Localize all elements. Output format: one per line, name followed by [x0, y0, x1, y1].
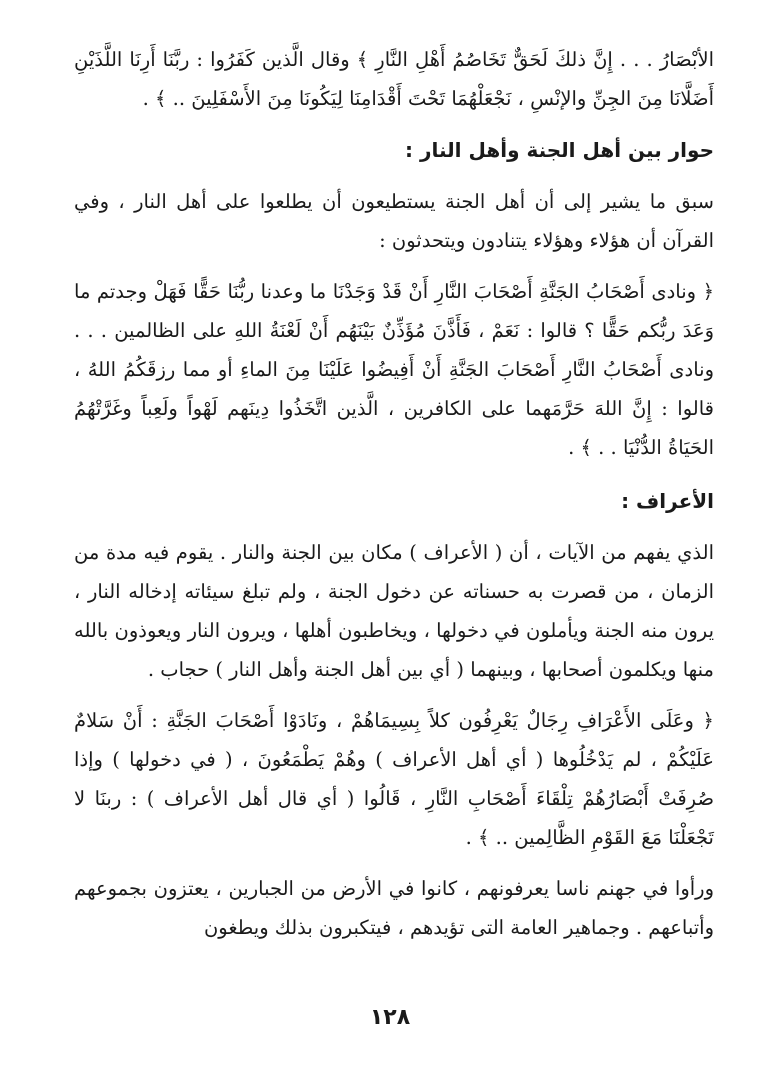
paragraph-intro-dialogue: سبق ما يشير إلى أن أهل الجنة يستطيعون أن يطلعوا على أهل النار ، وفي القرآن أن هؤلاء وهؤلاء يتنادون ويتحدثون : — [74, 190, 714, 252]
paragraph-aaraf-explanation: الذي يفهم من الآيات ، أن ( الأعراف ) مكان بين الجنة والنار . يقوم فيه مدة من الزمان ، من قصرت به حسناته عن دخول الجنة ، ولم تبلغ سيئاته إدخاله النار ، يرون منه الجنة ويأملون في دخولها ، ويخاطبون أهلها ، ويرون النار ويعوذون بالله منها ويكلمون أصحابها ، وبينهما ( أي بين أهل الجنة وأهل النار ) حجاب . — [74, 541, 714, 681]
paragraph-quran-continuation: الأبْصَارُ . . . إِنَّ ذلكَ لَحَقٌّ تَخَاصُمُ أَهْلِ النَّارِ ﴾ وقال الَّذين كَفَرُوا : ربَّنَا أَرِنَا اللَّذَيْنِ أَضَلَّانَا مِنَ الجِنِّ والإنْسِ ، نَجْعَلْهُمَا تَحْتَ أَقْدَامِنَا لِيَكُونَا مِنَ الأَسْفَلِينَ .. ﴾ . — [74, 48, 714, 110]
paragraph-quran-dialogue: ﴿ ونادى أَصْحَابُ الجَنَّةِ أَصْحَابَ النَّارِ أَنْ قَدْ وَجَدْنَا ما وعدنا ربُّنَا حَقًّا فَهَلْ وجدتم ما وَعَدَ ربُّكم حَقًّا ؟ قالوا : نَعَمْ ، فَأَذَّنَ مُؤَذِّنٌ بَيْنَهُم أَنْ لَعْنَةُ اللهِ على الظالمين . . . ونادى أَصْحَابُ النَّارِ أَصْحَابَ الجَنَّةِ أَنْ أَفِيضُوا عَلَيْنَا مِنَ الماءِ أو مما رزقَكُمُ اللهُ ، قالوا : إِنَّ اللهَ حَرَّمَهما على الكافرين ، الَّذين اتَّخَذُوا دِينَهم لَهْواً ولَعِباً وغَرَّتْهُمُ الحَيَاةُ الدُّنْيَا . . ﴾ . — [74, 280, 714, 459]
page-body — [74, 40, 714, 947]
paragraph-quran-aaraf: ﴿ وعَلَى الأَعْرَافِ رِجَالٌ يَعْرِفُون كلاً بِسِيمَاهُمْ ، ونَادَوْا أَصْحَابَ الجَنَّةِ : أَنْ سَلامٌ عَلَيْكُمْ ، لم يَدْخُلُوها ( أي أهل الأعراف ) وهُمْ يَطْمَعُونَ ، ( في دخولها ) وإذا صُرِفَتْ أَبْصَارُهُمْ تِلْقَاءَ أَصْحَابِ النَّارِ ، قَالُوا ( أي قال أهل الأعراف ) : ربنَا لا تَجْعَلْنَا مَعَ القَوْمِ الظَّالِمين .. ﴾ . — [74, 709, 714, 849]
heading-dialogue: حوار بين أهل الجنة وأهل النار : — [405, 138, 714, 162]
paragraph-tyrants: ورأوا في جهنم ناسا يعرفونهم ، كانوا في الأرض من الجبارين ، يعتزون بجموعهم وأتباعهم . وجماهير العامة التى تؤيدهم ، فيتكبرون بذلك ويطغون — [74, 877, 714, 939]
heading-aaraf: الأعراف : — [621, 489, 714, 513]
page-number: ١٢٨ — [369, 1005, 411, 1030]
